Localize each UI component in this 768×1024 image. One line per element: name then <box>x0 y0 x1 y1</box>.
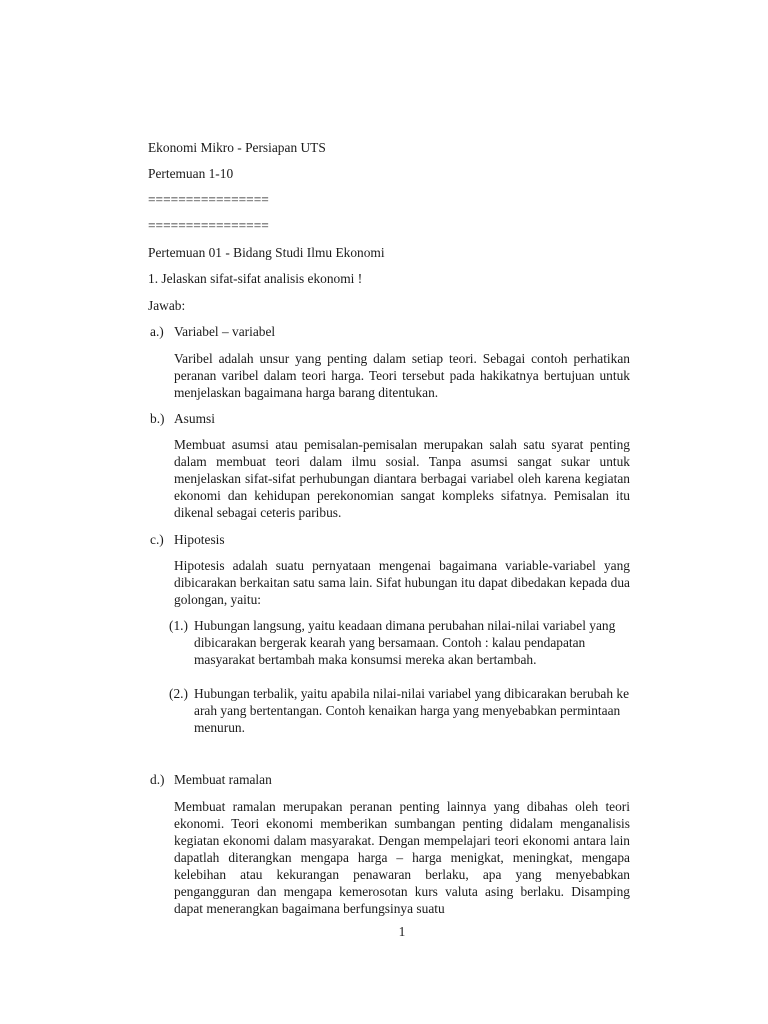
separator-line: ================ <box>148 192 269 207</box>
list-item-paragraph: Membuat ramalan merupakan peranan penting lainnya yang dibahas oleh teori ekonomi. Teori ekonomi memberikan sumbangan penting didalam menganalisis kegiatan ekonomi dalam masyarakat. Dengan mempelajari teori ekonomi antara lain dapatlah diterangkan mengapa harga – harga menigkat, meningkat, mengapa kelebihan atau kekurangan penawaran berlaku, apa yang menyebabkan pengangguran dan mengapa kemerosotan kurs valuta asing berlaku. Disamping dapat menerangkan bagaimana berfungsinya suatu <box>174 799 630 916</box>
section-title: Pertemuan 01 - Bidang Studi Ilmu Ekonomi <box>148 245 385 260</box>
question-text: 1. Jelaskan sifat-sifat analisis ekonomi ! <box>148 271 363 286</box>
document-title: Ekonomi Mikro - Persiapan UTS <box>148 140 326 155</box>
list-item-heading: Asumsi <box>174 411 215 426</box>
separator-line: ================ <box>148 218 269 233</box>
list-item-heading: Hipotesis <box>174 532 225 547</box>
list-item-paragraph: Varibel adalah unsur yang penting dalam setiap teori. Sebagai contoh perhatikan peranan varibel dalam teori harga. Teori tersebut pada hakikatnya bertujuan untuk menjelaskan bagaimana harga barang ditentukan. <box>174 351 630 400</box>
list-item-heading: Variabel – variabel <box>174 324 276 339</box>
answer-label: Jawab: <box>148 298 186 313</box>
sub-item-marker: (1.) <box>169 618 188 633</box>
document-subtitle: Pertemuan 1-10 <box>148 166 234 181</box>
list-item-paragraph: Membuat asumsi atau pemisalan-pemisalan merupakan salah satu syarat penting dalam membuat teori dalam ilmu sosial. Tanpa asumsi sangat sukar untuk menjelaskan sifat-sifat perhubungan diantara berbagai variabel oleh karena kegiatan ekonomi dan kehidupan perekonomian sangat kompleks sifatnya. Pemisalan itu dikenal sebagai ceteris paribus. <box>174 437 630 520</box>
list-item-marker: b.) <box>150 411 165 426</box>
list-item-marker: d.) <box>150 772 165 787</box>
sub-item-marker: (2.) <box>169 686 188 701</box>
list-item-paragraph: Hipotesis adalah suatu pernyataan mengenai bagaimana variable-variabel yang dibicarakan berkaitan satu sama lain. Sifat hubungan itu dapat dibedakan kepada dua golongan, yaitu: <box>174 558 630 607</box>
sub-item-text: Hubungan langsung, yaitu keadaan dimana perubahan nilai-nilai variabel yang dibicarakan bergerak kearah yang bersamaan. Contoh : kalau pendapatan masyarakat bertambah maka konsumsi mereka akan bertambah. <box>194 618 616 667</box>
list-item-marker: a.) <box>150 324 164 339</box>
page-number: 1 <box>398 924 406 939</box>
sub-item-text: Hubungan terbalik, yaitu apabila nilai-nilai variabel yang dibicarakan berubah ke arah yang bertentangan. Contoh kenaikan harga yang menyebabkan permintaan menurun. <box>194 686 630 735</box>
list-item-marker: c.) <box>150 532 164 547</box>
list-item-heading: Membuat ramalan <box>174 772 272 787</box>
